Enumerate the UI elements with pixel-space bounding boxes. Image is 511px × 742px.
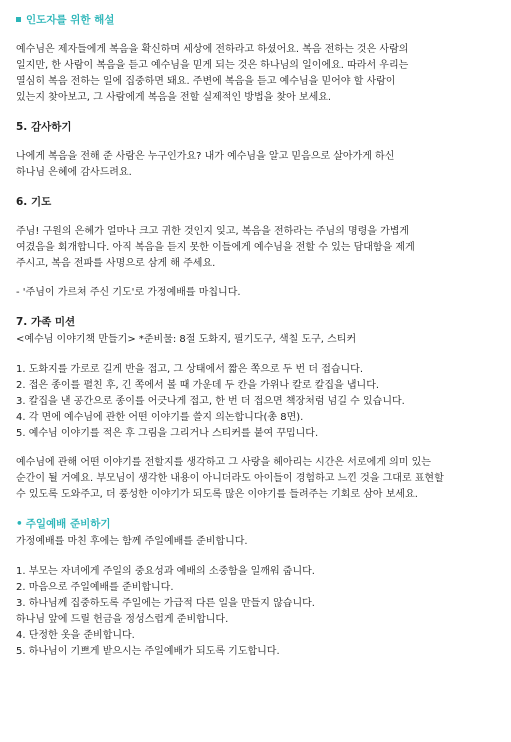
list-item: 3. 하나님께 집중하도록 주일에는 가급적 다른 일을 만들지 않습니다. [16, 598, 315, 609]
sunday-steps-list [16, 564, 493, 660]
prayer-closing: - '주님이 가르쳐 주신 기도'로 가정예배를 마칩니다. [16, 287, 241, 298]
dot-bullet-icon: • [16, 518, 23, 530]
list-item: 하나님 앞에 드릴 헌금을 정성스럽게 준비합니다. [16, 614, 229, 625]
leader-guide-heading [16, 12, 493, 28]
list-item: 3. 칼집을 낸 공간으로 종이를 어긋나게 접고, 한 번 더 접으면 책장처럼 넘길 수 있습니다. [16, 396, 405, 407]
leader-guide-paragraph: 예수님은 제자들에게 복음을 확신하며 세상에 전하라고 하셨어요. 복음 전하는 것은 사람의 일지만, 한 사람이 복음을 듣고 예수님을 믿게 되는 것은 하나님의 일이에요. 따라서 우리는 열심히 복음 전하는 일에 집중하면 돼요. 주변에 복음을 듣고 예수님을 믿어야 할 사람이 있는지 찾아보고, 그 사람에게 복음을 전할 실제적인 방법을 찾아 보세요. [16, 44, 409, 103]
prayer-paragraph: 주님! 구원의 은혜가 얼마나 크고 귀한 것인지 잊고, 복음을 전하라는 주님의 명령을 가볍게 여겼음을 회개합니다. 아직 복음을 듣지 못한 이들에게 예수님을 전할 수 있는 담대함을 제게 주시고, 복음 전파를 사명으로 삼게 해 주세요. [16, 226, 415, 269]
leader-guide-heading-text: 인도자를 위한 해설 [26, 14, 115, 26]
list-item: 4. 단정한 옷을 준비합니다. [16, 630, 135, 641]
list-item: 5. 예수님 이야기를 적은 후 그림을 그리거나 스티커를 붙여 꾸밉니다. [16, 428, 319, 439]
section-title-mission: 7. 가족 미션 [16, 316, 76, 328]
sunday-worship-heading [16, 516, 493, 532]
mission-paragraph: 예수님에 관해 어떤 이야기를 전할지를 생각하고 그 사랑을 헤아리는 시간은 서로에게 의미 있는 순간이 될 거예요. 부모님이 생각한 내용이 아니더라도 아이들이 경험하고 느낀 것을 그대로 표현할 수 있도록 도와주고, 더 풍성한 이야기가 되도록 많은 이야기를 들려주는 기회로 삼아 보세요. [16, 457, 444, 500]
list-item: 1. 부모는 자녀에게 주일의 중요성과 예배의 소중함을 일깨워 줍니다. [16, 566, 315, 577]
list-item: 4. 각 면에 예수님에 관한 어떤 이야기를 쓸지 의논합니다(총 8면). [16, 412, 304, 423]
section-title-prayer: 6. 기도 [16, 196, 52, 208]
list-item: 2. 접은 종이를 펼친 후, 긴 쪽에서 볼 때 가운데 두 칸을 가위나 칼로 칼집을 냅니다. [16, 380, 380, 391]
square-bullet-icon [16, 17, 21, 22]
mission-steps-list [16, 362, 493, 442]
list-item: 2. 마음으로 주일예배를 준비합니다. [16, 582, 174, 593]
section-title-thanks: 5. 감사하기 [16, 121, 72, 133]
list-item: 5. 하나님이 기쁘게 받으시는 주일예배가 되도록 기도합니다. [16, 646, 280, 657]
thanks-paragraph: 나에게 복음을 전해 준 사람은 누구인가요? 내가 예수님을 알고 믿음으로 살아가게 하신 하나님 은혜에 감사드려요. [16, 151, 395, 178]
sunday-intro: 가정예배를 마친 후에는 함께 주일예배를 준비합니다. [16, 536, 248, 547]
list-item: 1. 도화지를 가로로 길게 반을 접고, 그 상태에서 짧은 쪽으로 두 번 더 접습니다. [16, 364, 364, 375]
mission-supplies: <예수님 이야기책 만들기> *준비물: 8절 도화지, 필기도구, 색칠 도구, 스티커 [16, 334, 357, 345]
sunday-worship-heading-text: 주일예배 준비하기 [25, 518, 111, 530]
